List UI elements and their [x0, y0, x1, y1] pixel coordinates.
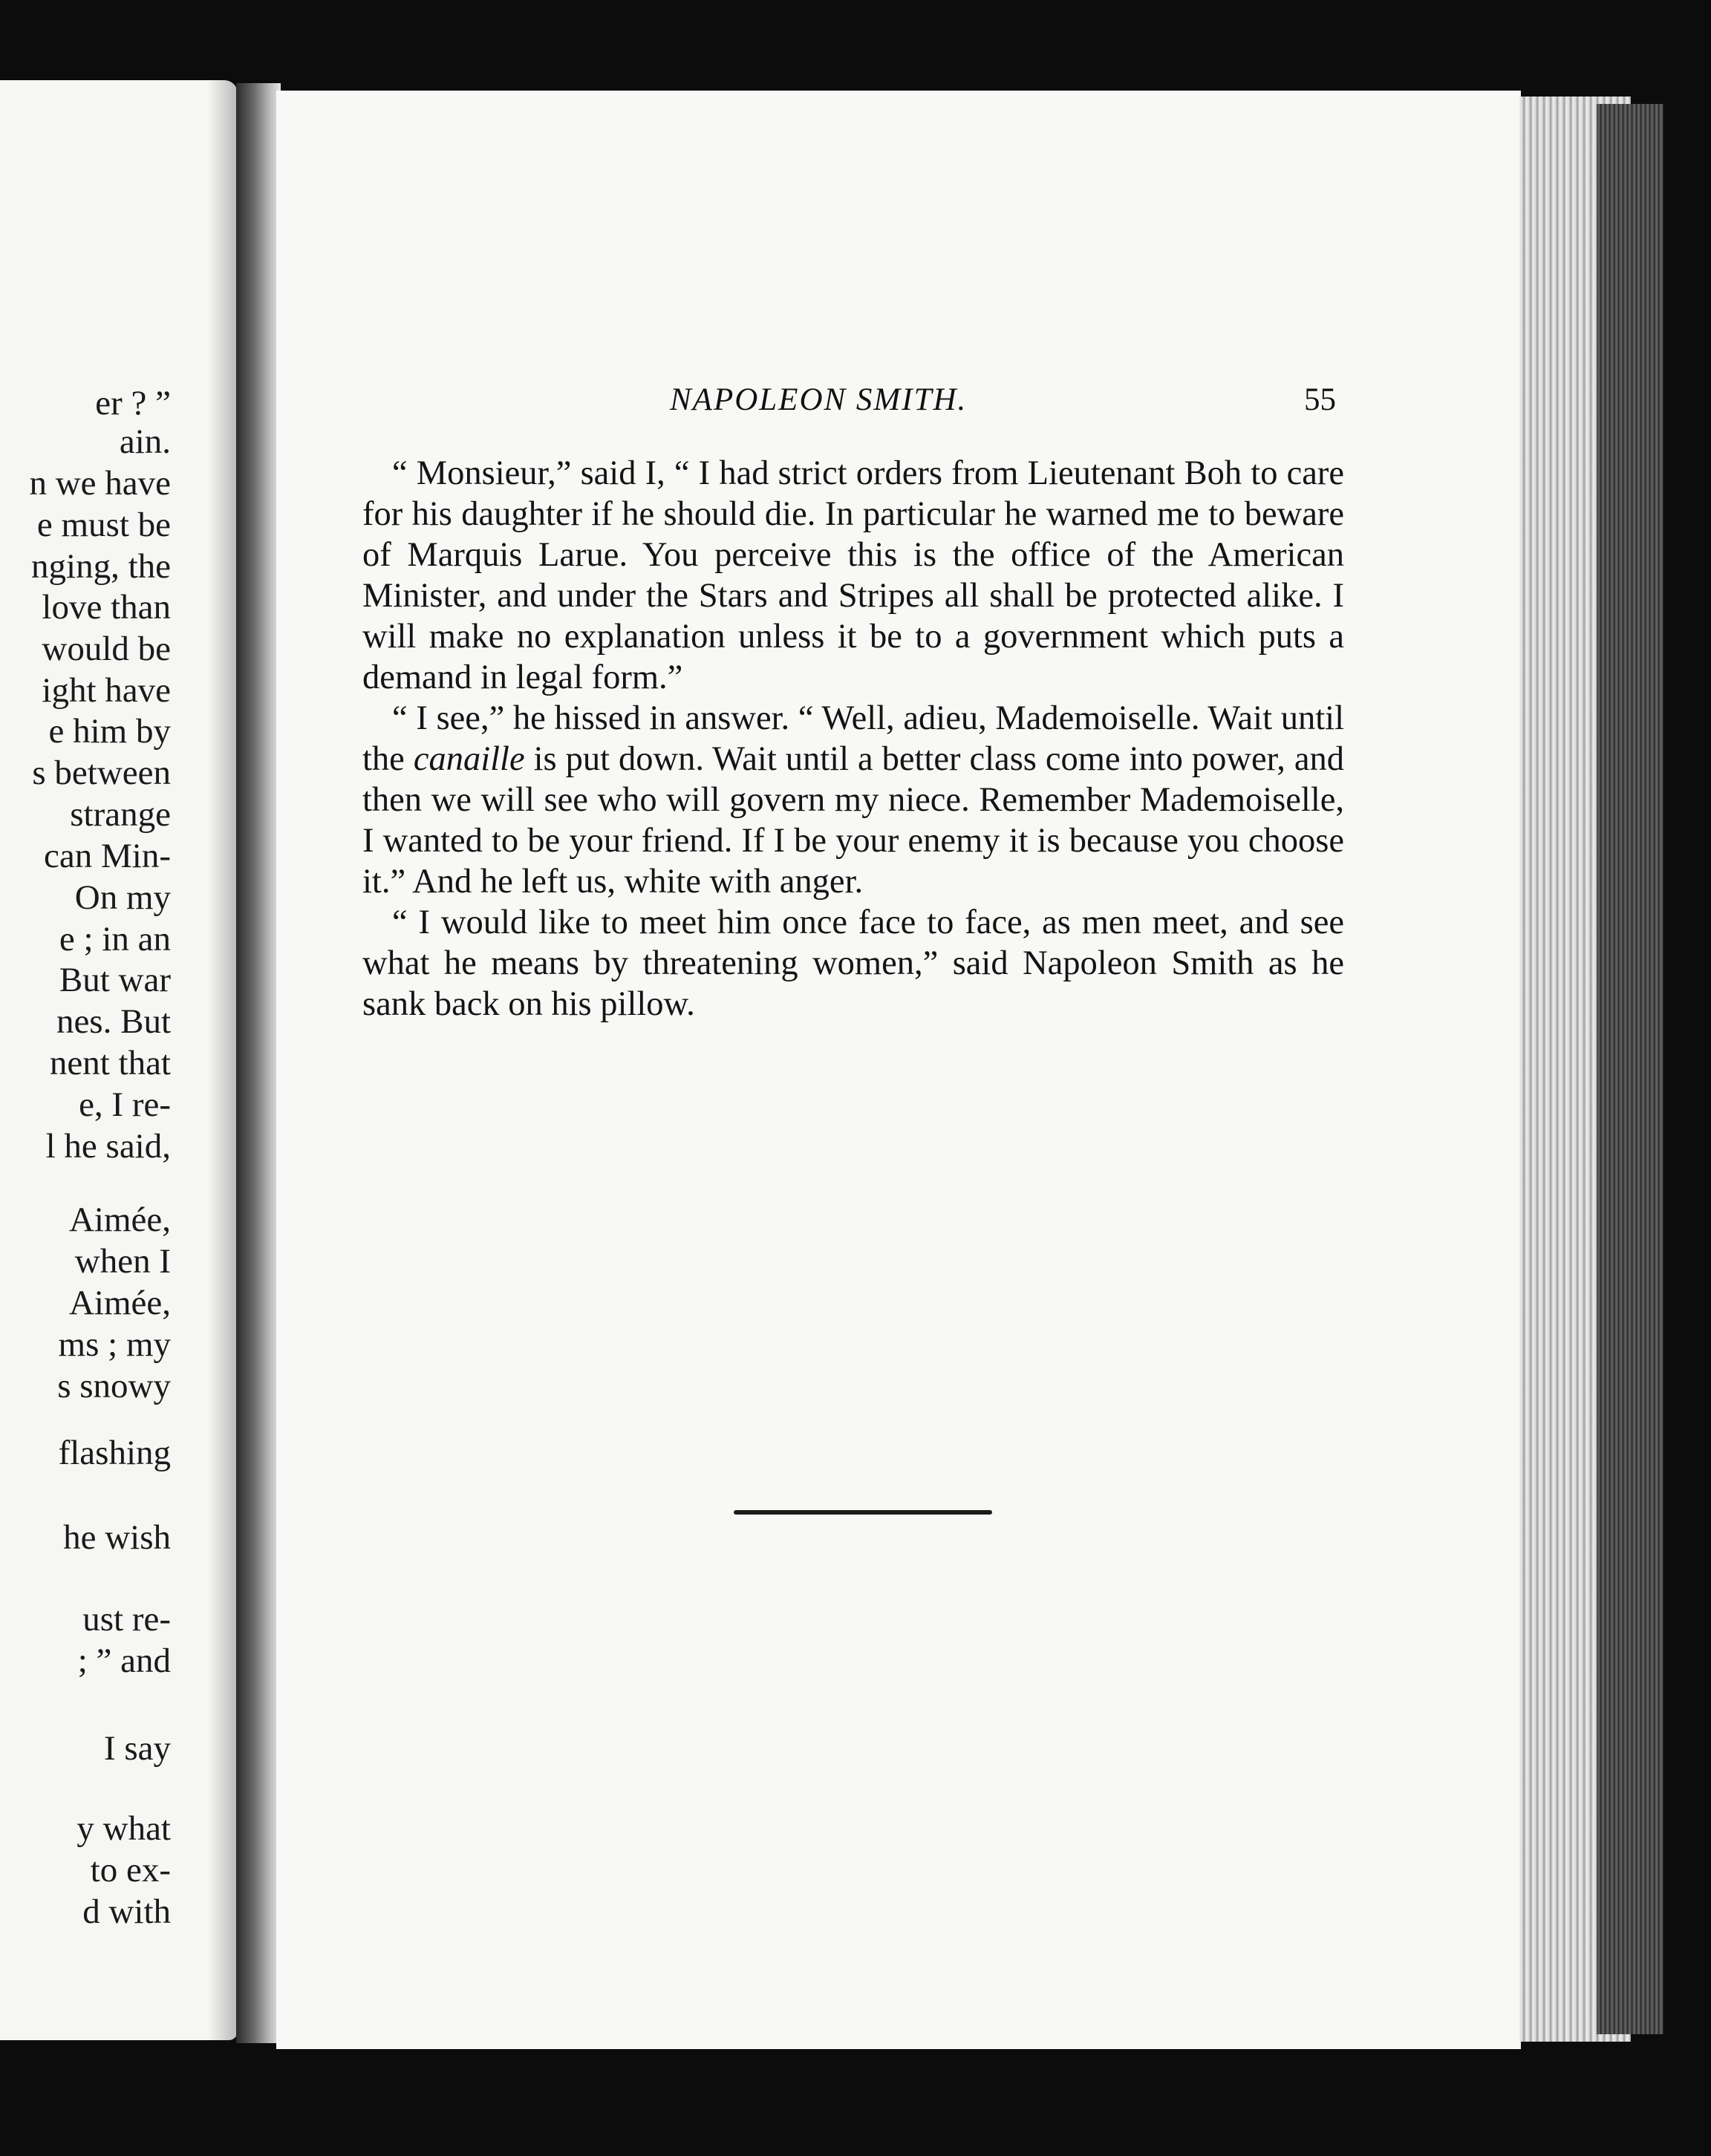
paragraph: “ I would like to meet him once face to face, as men meet, and see what he means by threatening women,” said Napoleon Smith as he sank back on his pillow.	[362, 904, 1344, 1023]
paragraph: “ Monsieur,” said I, “ I had strict orders from Lieutenant Boh to care for his daughter if he should die. In particular he warned me to beware of Marquis Larue. You perceive this is the office of the American Minister, and under the Stars and Stripes all shall be protected alike. I will make no explanation unless it be to a government which puts a demand in legal form.”	[362, 454, 1344, 696]
left-page-line: when I	[74, 1242, 171, 1281]
left-page-line: e, I re-	[79, 1085, 171, 1124]
left-page-line: e ; in an	[59, 920, 171, 958]
body-text	[362, 453, 1344, 1025]
left-page-line: y what	[76, 1809, 171, 1848]
left-page-line: d with	[82, 1892, 171, 1931]
left-page-line: er ? ”	[95, 384, 171, 422]
left-page-line: n we have	[29, 464, 171, 503]
left-page-line: e him by	[48, 712, 171, 751]
paragraph-text: “ I see,” he hissed in answer. “ Well, adieu, Mademoiselle. Wait until the	[362, 699, 1344, 778]
page-header	[276, 382, 1521, 419]
left-page-line: ain.	[119, 422, 171, 461]
left-page-line: he wish	[63, 1518, 171, 1557]
left-page-line: ight have	[42, 671, 171, 710]
page-number: 55	[1304, 382, 1336, 417]
left-page-line: love than	[42, 588, 171, 627]
left-page-line: would be	[42, 630, 171, 668]
left-page-line: e must be	[36, 506, 171, 544]
italic-word: canaille	[413, 740, 525, 778]
left-page-line: Aimée,	[68, 1284, 171, 1322]
book-cover-edge	[1597, 104, 1663, 2034]
right-page	[276, 91, 1521, 2049]
left-page-line: flashing	[58, 1434, 171, 1472]
left-page-line: nging, the	[31, 547, 171, 586]
left-page-line: l he said,	[45, 1127, 171, 1166]
left-page-line: nent that	[49, 1044, 171, 1082]
section-end-rule	[734, 1510, 992, 1515]
left-page-line: strange	[70, 795, 171, 834]
paragraph-text: is put down. Wait until a better class come into power, and then we will see who will govern my niece. Remember Mademoiselle, I wanted to be your friend. If I be your enemy it is because you choose it.” And he left us, white with anger.	[362, 740, 1344, 901]
left-page-line: s between	[32, 754, 171, 792]
left-page-line: On my	[74, 878, 171, 917]
left-page-line: s snowy	[57, 1367, 171, 1405]
left-page-line: to ex-	[90, 1851, 171, 1889]
running-head: NAPOLEON SMITH.	[670, 382, 968, 417]
left-page-line: nes. But	[56, 1002, 171, 1041]
left-page-line: I say	[103, 1729, 171, 1768]
paragraph	[362, 698, 1344, 902]
left-page-line: ust re-	[82, 1600, 171, 1639]
left-page-text	[0, 80, 171, 2040]
left-page-line: can Min-	[44, 837, 171, 875]
left-page	[0, 80, 238, 2040]
left-page-line: ms ; my	[58, 1325, 171, 1364]
left-page-line: ; ” and	[77, 1642, 171, 1680]
left-page-line: Aimée,	[68, 1200, 171, 1239]
left-page-line: But war	[59, 961, 171, 999]
book-gutter	[236, 83, 281, 2043]
